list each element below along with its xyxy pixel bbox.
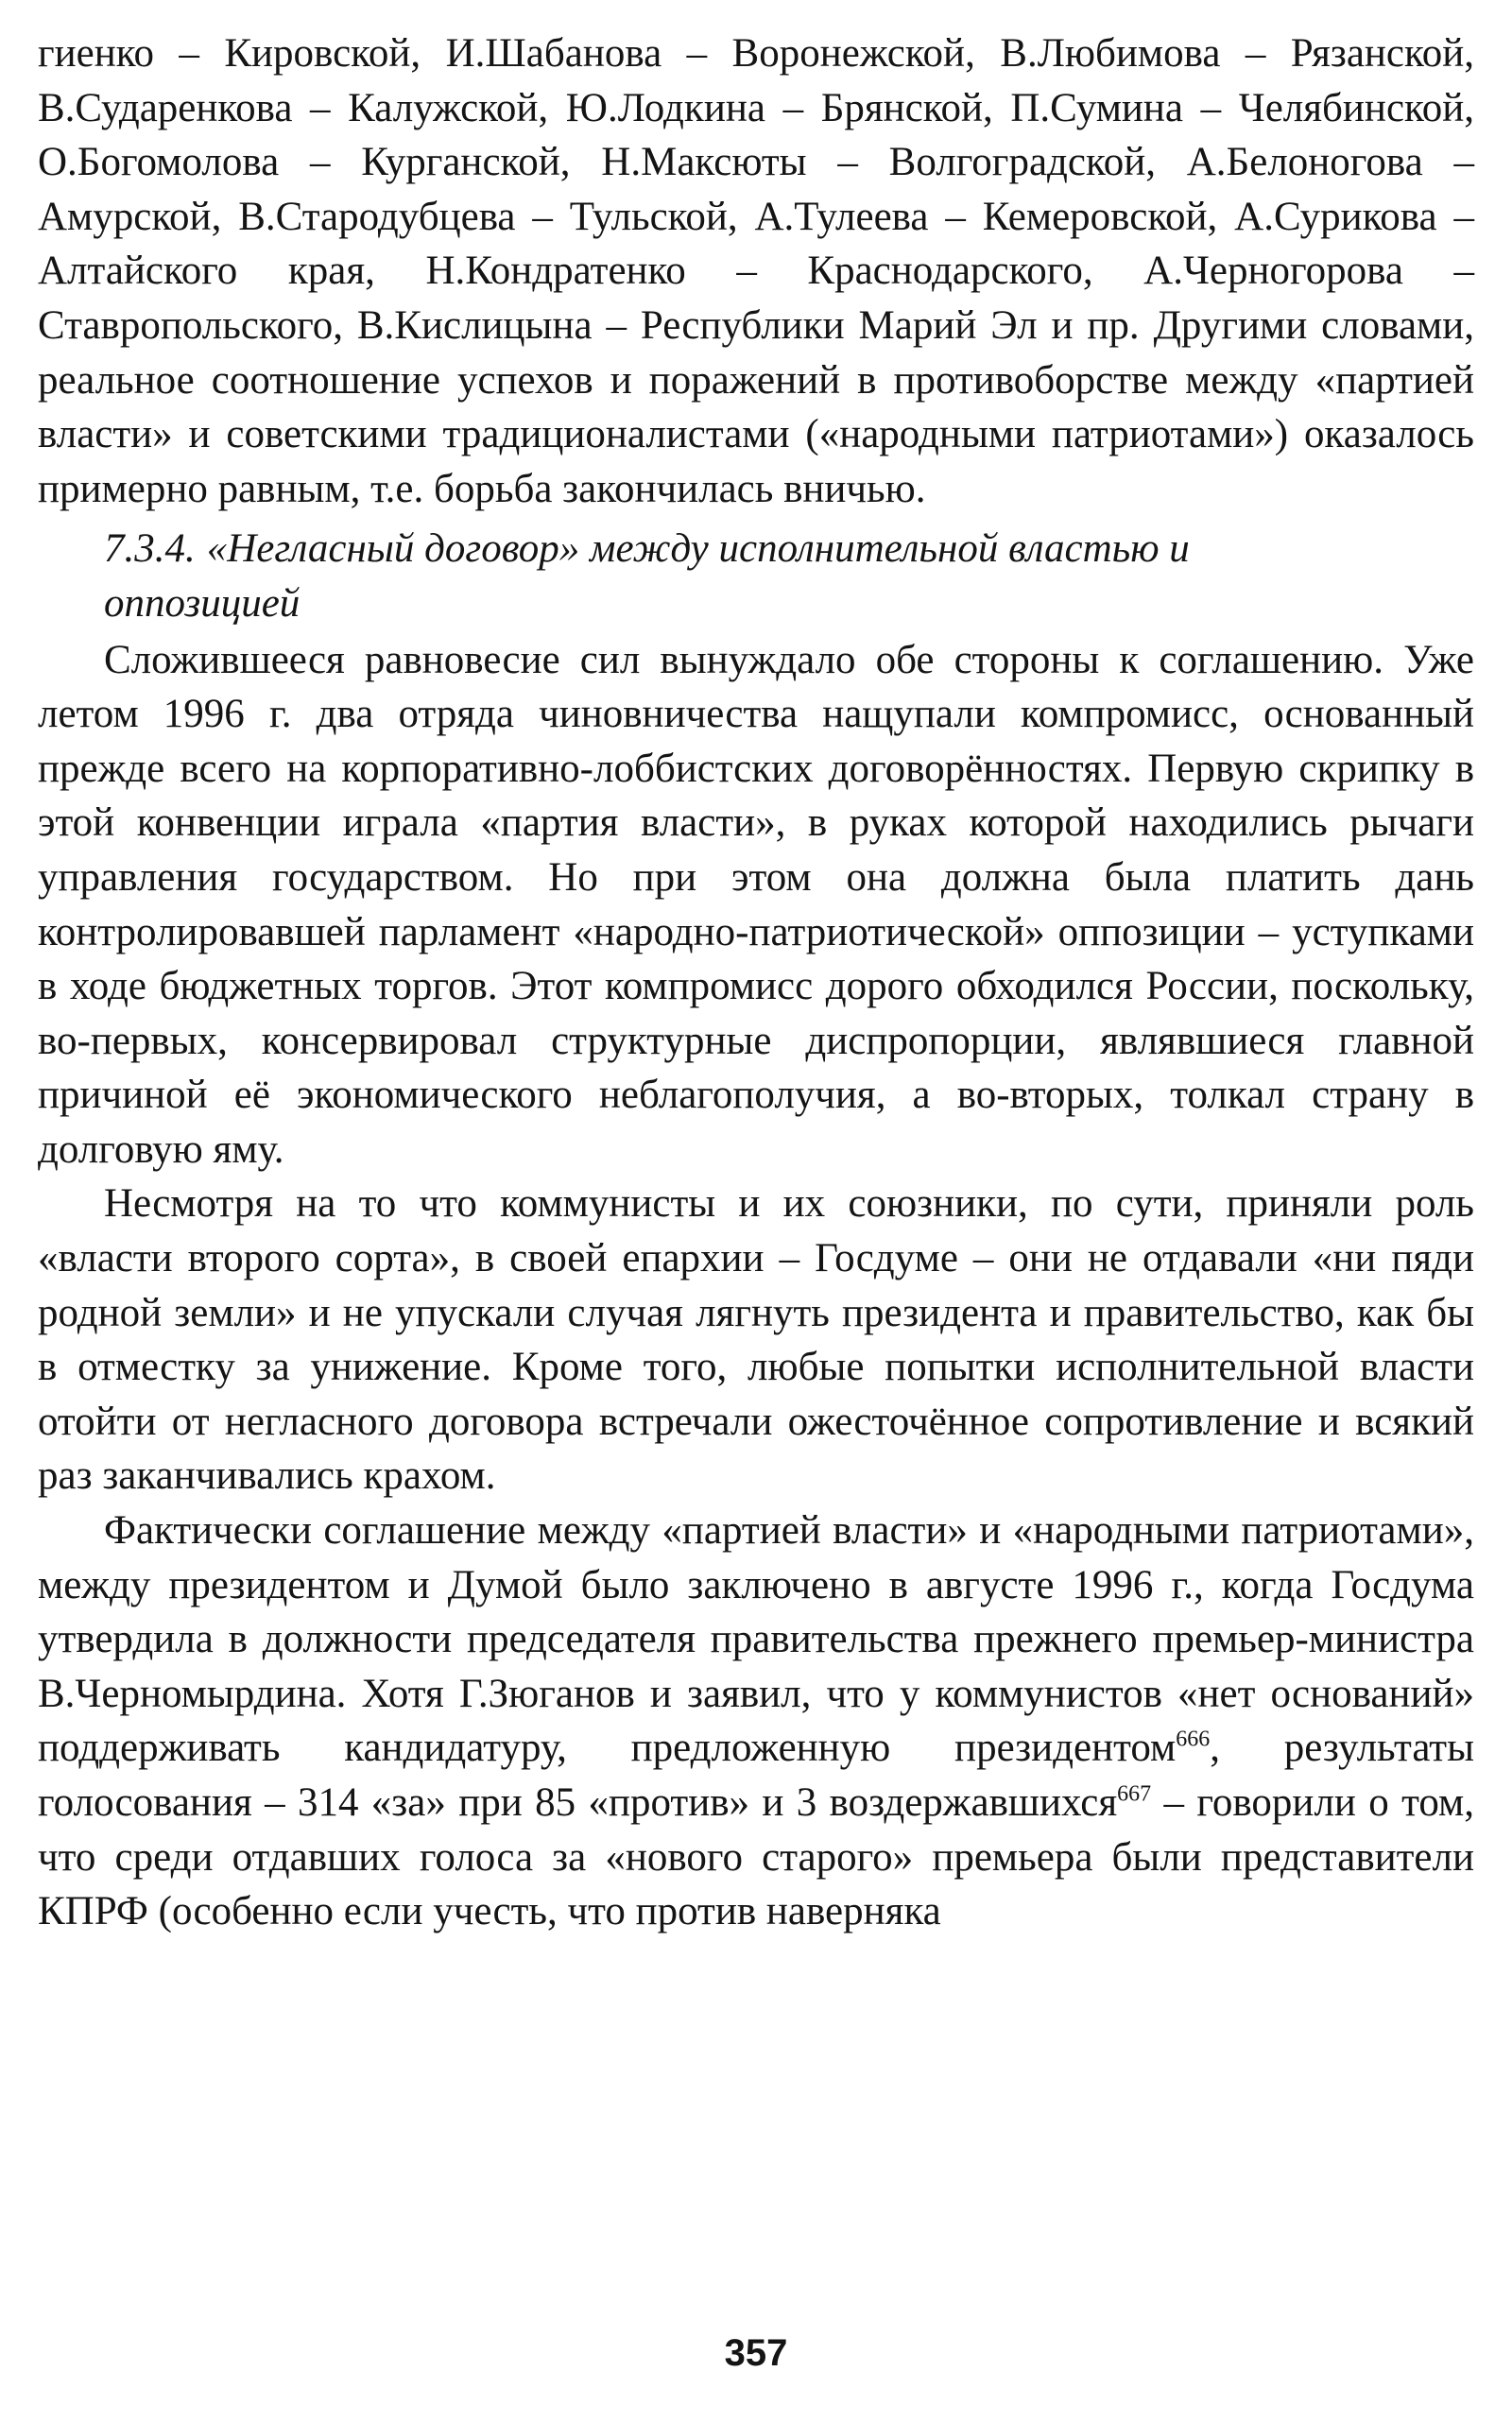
section-heading: [38, 522, 1474, 630]
section-title: «Негласный договор» между исполнительной властью и оппозицией: [104, 526, 1190, 626]
paragraph-4-part-2: , результаты голосования – 314 «за» при 85 «против» и 3 воздержавшихся: [38, 1726, 1474, 1825]
paragraph-4-part-1: Фактически соглашение между «партией власти» и «народными патриотами», между президентом и Думой было заключено в августе 1996 г., когда Госдума утвердила в должности председателя правительства прежнего премьер-министра В.Черномырдина. Хотя Г.Зюганов и заявил, что у коммунистов «нет оснований» поддерживать кандидатуру, предложенную президентом: [38, 1508, 1474, 1771]
page-body: [38, 26, 1474, 1939]
paragraph-3: Несмотря на то что коммунисты и их союзники, по сути, приняли роль «власти второго сорта», в своей епархии – Госдуме – они не отдавали «ни пяди родной земли» и не упускали случая лягнуть президента и правительство, как бы в отместку за унижение. Кроме того, любые попытки исполнительной власти отойти от негласного договора встречали ожесточённое сопротивление и всякий раз заканчивались крахом.: [38, 1181, 1474, 1499]
section-number: 7.3.4.: [104, 526, 196, 572]
footnote-ref-666[interactable]: 666: [1176, 1727, 1211, 1753]
footnote-ref-667[interactable]: 667: [1117, 1781, 1152, 1807]
paragraph-2: Сложившееся равновесие сил вынуждало обе стороны к соглашению. Уже летом 1996 г. два отряда чиновничества нащупали компромисс, основанный прежде всего на корпоративно-лоббистских договорённостях. Первую скрипку в этой конвенции играла «партия власти», в руках которой находились рычаги управления государством. Но при этом она должна была платить дань контролировавшей парламент «народно-патриотической» оппозиции – уступками в ходе бюджетных торгов. Этот компромисс дорого обходился России, поскольку, во-первых, консервировал структурные диспропорции, являвшиеся главной причиной её экономического неблагополучия, а во-вторых, толкал страну в долговую яму.: [38, 637, 1474, 1172]
paragraph-1: гиенко – Кировской, И.Шабанова – Воронежской, В.Любимова – Рязанской, В.Судаpенкова – Калужской, Ю.Лодкина – Брянской, П.Сумина – Челябинской, О.Богомолова – Курганской, Н.Максюты – Волгоградской, А.Белоногова – Амурской, В.Стародубцева – Тульской, А.Тулеева – Кемеровской, А.Сурикова – Алтайского края, Н.Кондратенко – Краснодарского, А.Черногорова – Ставропольского, В.Кислицына – Республики Марий Эл и пр. Другими словами, реальное соотношение успехов и поражений в противоборстве между «партией власти» и советскими традиционалистами («народными патриотами») оказалось примерно равным, т.е. борьба закончилась вничью.: [38, 31, 1474, 511]
paragraph-4-part-3: – говорили о том, что среди отдавших голоса за «нового старого» премьера были представители КПРФ (особенно если учесть, что против наверняка: [38, 1780, 1474, 1934]
paragraph-4: [38, 1504, 1474, 1939]
page-number: 357: [724, 2332, 788, 2374]
